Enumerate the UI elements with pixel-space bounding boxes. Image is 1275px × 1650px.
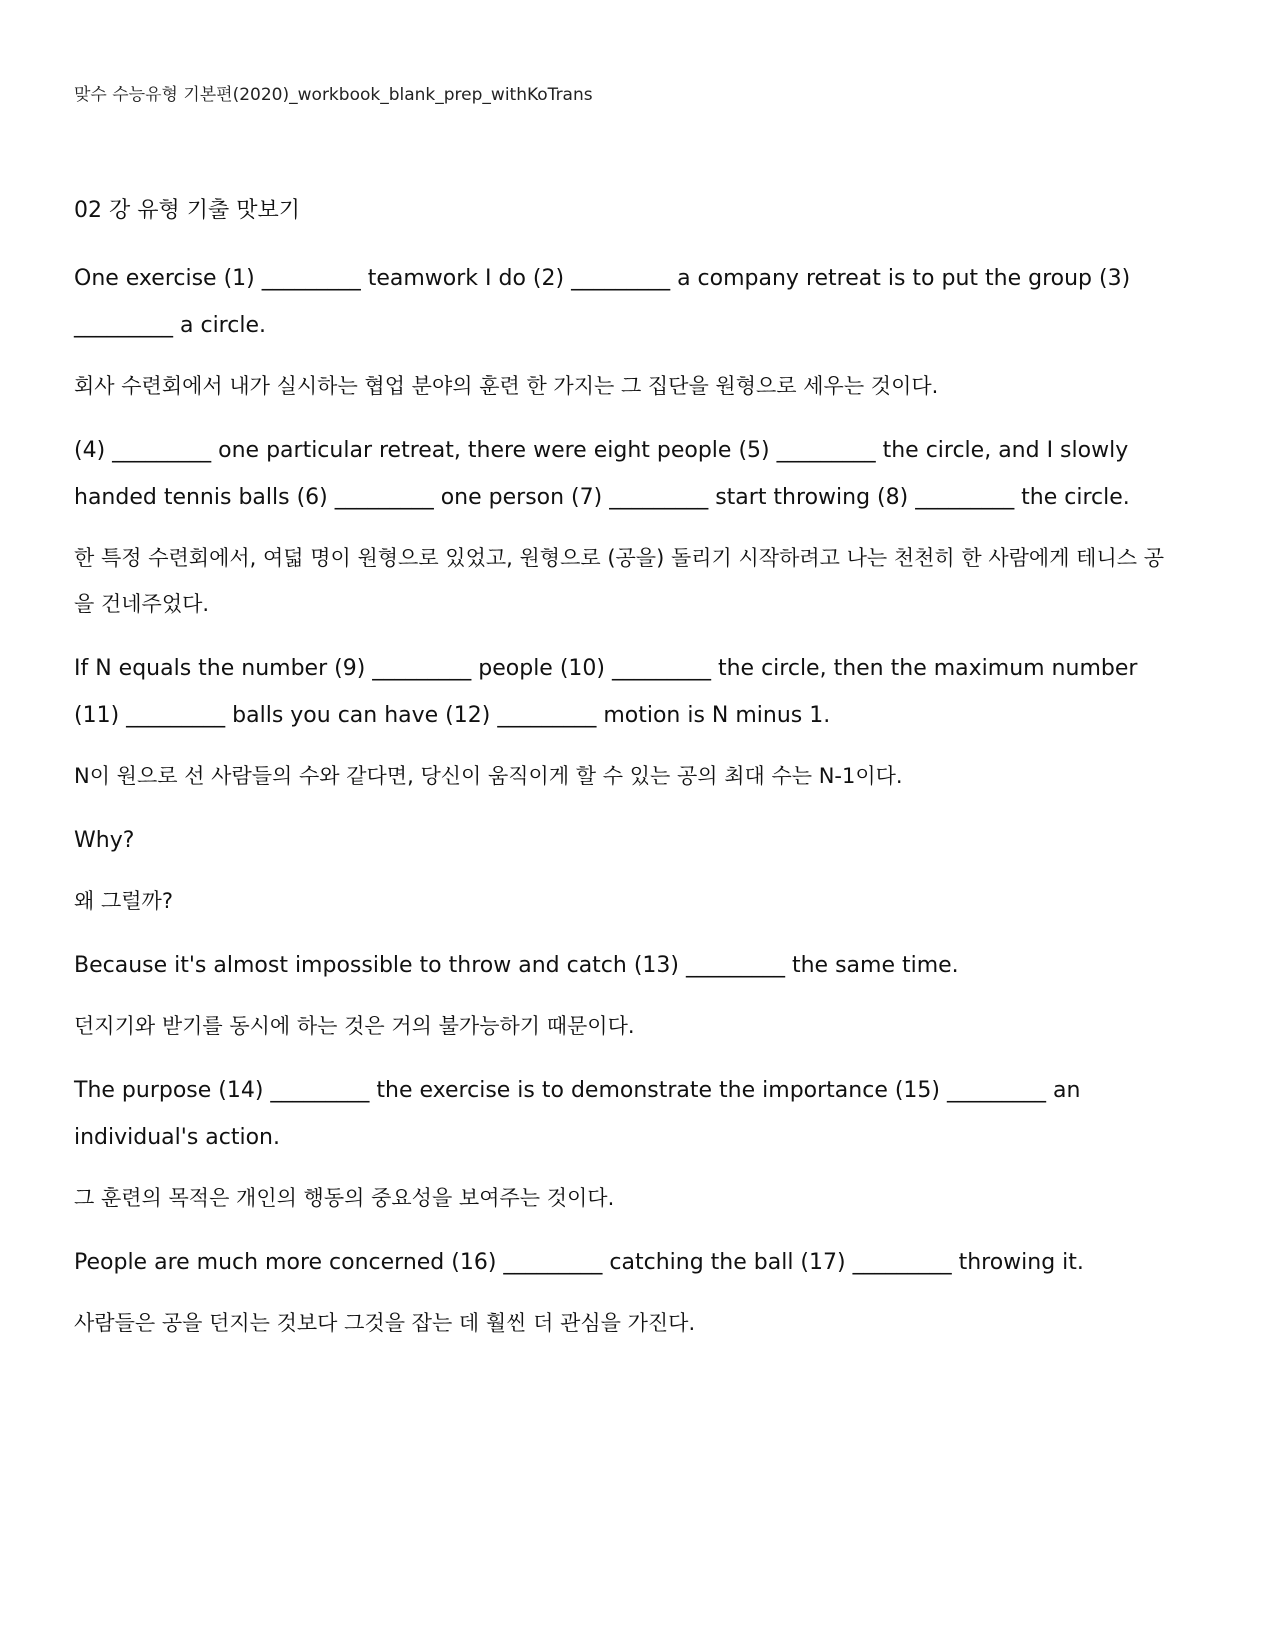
english-sentence-5: Because it's almost impossible to throw and catch (13) _________ the same time.: [74, 953, 959, 978]
english-sentence-7: People are much more concerned (16) _________ catching the ball (17) _________ throwing it.: [74, 1250, 1084, 1275]
english-sentence-2: (4) _________ one particular retreat, there were eight people (5) _________ the circle, and I slowly handed tennis balls (6) _________ one person (7) _________ start throwing (8) _________ the circle.: [74, 438, 1130, 510]
english-sentence-6: The purpose (14) _________ the exercise is to demonstrate the importance (15) _________ an individual's action.: [74, 1078, 1081, 1150]
document-header: 맞수 수능유형 기본편(2020)_workbook_blank_prep_withKoTrans: [74, 85, 593, 105]
korean-translation-3: N이 원으로 선 사람들의 수와 같다면, 당신이 움직이게 할 수 있는 공의 최대 수는 N-1이다.: [74, 764, 903, 788]
korean-translation-6: 그 훈련의 목적은 개인의 행동의 중요성을 보여주는 것이다.: [74, 1186, 615, 1210]
worksheet-content: [74, 195, 1174, 1364]
english-sentence-4: Why?: [74, 828, 135, 853]
korean-translation-5: 던지기와 받기를 동시에 하는 것은 거의 불가능하기 때문이다.: [74, 1014, 635, 1038]
section-title: 02 강 유형 기출 맛보기: [74, 198, 300, 223]
korean-translation-4: 왜 그럴까?: [74, 889, 173, 913]
english-sentence-3: If N equals the number (9) _________ people (10) _________ the circle, then the maximum number (11) _________ balls you can have (12) _________ motion is N minus 1.: [74, 656, 1138, 728]
korean-translation-7: 사람들은 공을 던지는 것보다 그것을 잡는 데 훨씬 더 관심을 가진다.: [74, 1311, 696, 1335]
korean-translation-2: 한 특정 수련회에서, 여덟 명이 원형으로 있었고, 원형으로 (공을) 돌리기 시작하려고 나는 천천히 한 사람에게 테니스 공을 건네주었다.: [74, 546, 1164, 616]
english-sentence-1: One exercise (1) _________ teamwork I do (2) _________ a company retreat is to put the group (3) _________ a circle.: [74, 266, 1131, 338]
korean-translation-1: 회사 수련회에서 내가 실시하는 협업 분야의 훈련 한 가지는 그 집단을 원형으로 세우는 것이다.: [74, 374, 939, 398]
